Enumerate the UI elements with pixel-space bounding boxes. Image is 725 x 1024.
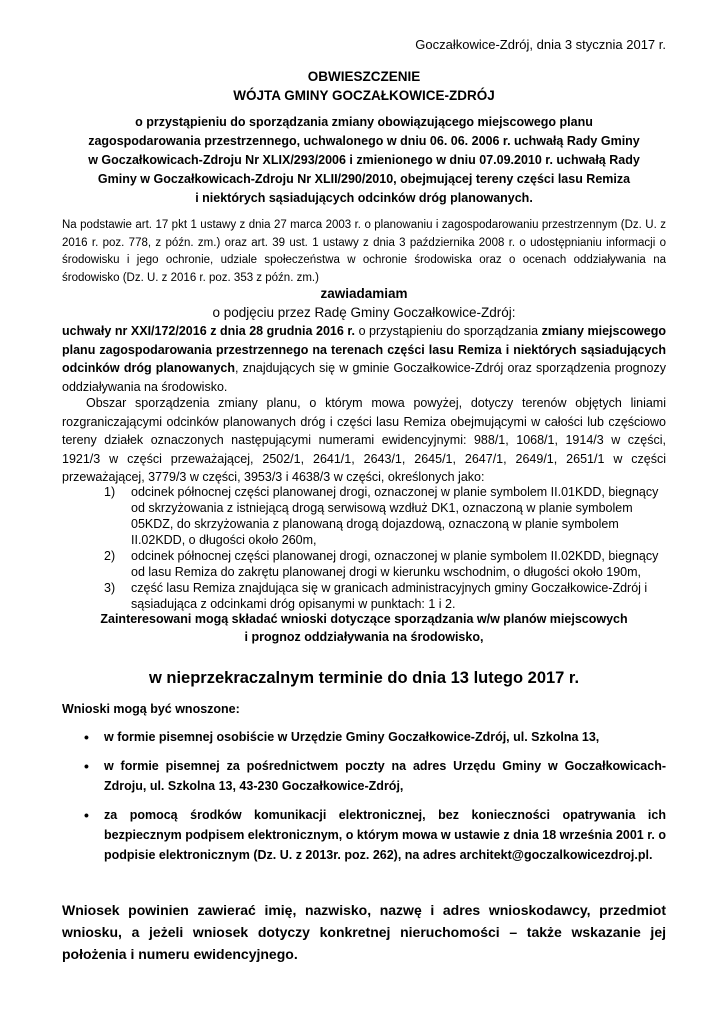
announce-heading: zawiadamiam	[320, 286, 408, 301]
list-item	[104, 580, 666, 612]
document-subtitle	[62, 113, 666, 208]
resolution-text: o przystąpieniu do sporządzania	[355, 324, 542, 338]
methods-list	[84, 727, 666, 874]
list-item-text: za pomocą środków komunikacji elektronicznej, bez konieczności opatrywania ich bezpiecznym podpisem elektronicznym, o którym mowa w ustawie z dnia 18 września 2001 r. o podpisie elektronicznym (Dz. U. z 2013r. poz. 262), na adres architekt@goczalkowicezdroj.pl.	[104, 808, 666, 862]
subtitle-line: i niektórych sąsiadujących odcinków dróg planowanych.	[195, 191, 533, 205]
resolution-subject: zmiany miejscowego planu zagospodarowania przestrzennego na terenach części lasu Remiza i niektórych sąsiadujących odcinków dróg planowanych	[62, 324, 667, 375]
title-line: WÓJTA GMINY GOCZAŁKOWICE-ZDRÓJ	[233, 88, 495, 103]
list-item-text: część lasu Remiza znajdująca się w granicach administracyjnych gminy Goczałkowice-Zdrój i sąsiadująca z odcinkami dróg opisanymi w punktach: 1 i 2.	[131, 581, 648, 611]
announce-subheading: o podjęciu przez Radę Gminy Goczałkowice-Zdrój:	[212, 305, 516, 320]
list-item	[84, 727, 666, 747]
list-item-number: 3)	[104, 581, 116, 595]
resolution-number: uchwały nr XXI/172/2016 z dnia 28 grudnia 2016 r.	[62, 324, 356, 338]
subtitle-line: o przystąpieniu do sporządzania zmiany obowiązującego miejscowego planu	[135, 115, 593, 129]
resolution-paragraph	[62, 322, 666, 396]
date-line: Goczałkowice-Zdrój, dnia 3 stycznia 2017 r.	[415, 37, 666, 52]
methods-heading: Wnioski mogą być wnoszone:	[62, 702, 240, 716]
interest-notice	[62, 610, 666, 646]
list-item-number: 1)	[104, 485, 116, 499]
deadline-notice: w nieprzekraczalnym terminie do dnia 13 lutego 2017 r.	[148, 669, 580, 687]
subtitle-line: zagospodarowania przestrzennego, uchwalonego w dniu 06. 06. 2006 r. uchwałą Rady Gminy	[88, 134, 640, 148]
resolution-text: , znajdujących się w gminie Goczałkowice-Zdrój oraz sporządzenia prognozy oddziaływania na środowisko.	[62, 361, 666, 394]
document-title	[62, 67, 666, 105]
list-item	[104, 548, 666, 580]
final-note: Wniosek powinien zawierać imię, nazwisko, nazwę i adres wnioskodawcy, przedmiot wniosku, a jeżeli wniosek dotyczy konkretnej nieruchomości – także wskazanie jej położenia i numeru ewidencyjnego.	[62, 902, 666, 962]
list-item-text: w formie pisemnej osobiście w Urzędzie Gminy Goczałkowice-Zdrój, ul. Szkolna 13,	[104, 730, 600, 744]
subtitle-line: Gminy w Goczałkowicach-Zdroju Nr XLII/290/2010, obejmującej tereny części lasu Remiza	[97, 172, 631, 186]
list-item	[84, 756, 666, 796]
scope-list	[104, 484, 666, 612]
list-item	[104, 484, 666, 548]
list-item-text: w formie pisemnej za pośrednictwem poczty na adres Urzędu Gminy w Goczałkowicach-Zdroju, ul. Szkolna 13, 43-230 Goczałkowice-Zdrój,	[104, 759, 666, 793]
list-item-text: odcinek północnej części planowanej drogi, oznaczonej w planie symbolem II.02KDD, biegnący od lasu Remiza do zakrętu planowanej drogi w kierunku wschodnim, o długości około 190m,	[131, 549, 659, 579]
subtitle-line: w Goczałkowicach-Zdroju Nr XLIX/293/2006 i zmienionego w dniu 07.09.2010 r. uchwałą Rady	[88, 153, 640, 167]
scope-paragraph: Obszar sporządzenia zmiany planu, o którym mowa powyżej, dotyczy terenów objętych liniami rozgraniczającymi odcinków planowanych dróg i części lasu Remiza obejmującymi w całości lub częściowo tereny działek oznaczonych następującymi numerami ewidencyjnymi: 988/1, 1068/1, 1914/3 w części, 1921/3 w części przeważającej, 2502/1, 2641/1, 2643/1, 2645/1, 2647/1, 2649/1, 2651/1 w części przeważającej, 3779/3 w części, 3953/3 i 4638/3 w części, określonych jako:	[62, 396, 666, 484]
list-item-text: odcinek północnej części planowanej drogi, oznaczonej w planie symbolem II.01KDD, biegnący od skrzyżowania z istniejącą drogą serwisową wzdłuż DK1, oznaczoną w planie symbolem 05KDZ, do skrzyżowania z planowaną drogą dojazdową, oznaczoną w planie symbolem II.02KDD, o długości około 260m,	[131, 485, 659, 547]
list-item	[84, 805, 666, 865]
bullet-icon: •	[84, 807, 89, 823]
list-item-number: 2)	[104, 549, 116, 563]
bullet-icon: •	[84, 758, 89, 774]
interest-line: Zainteresowani mogą składać wnioski dotyczące sporządzania w/w planów miejscowych	[100, 612, 628, 626]
bullet-icon: •	[84, 729, 89, 745]
interest-line: i prognoz oddziaływania na środowisko,	[244, 630, 484, 644]
legal-basis-paragraph: Na podstawie art. 17 pkt 1 ustawy z dnia 27 marca 2003 r. o planowaniu i zagospodarowaniu przestrzennym (Dz. U. z 2016 r. poz. 778, z późn. zm.) oraz art. 39 ust. 1 ustawy z dnia 3 października 2008 r. o udostępnianiu informacji o środowisku i jego ochronie, udziale społeczeństwa w ochronie środowiska oraz o ocenach oddziaływania na środowisko (Dz. U. z 2016 r. poz. 353 z późn. zm.)	[62, 219, 666, 284]
title-line: OBWIESZCZENIE	[307, 69, 421, 84]
